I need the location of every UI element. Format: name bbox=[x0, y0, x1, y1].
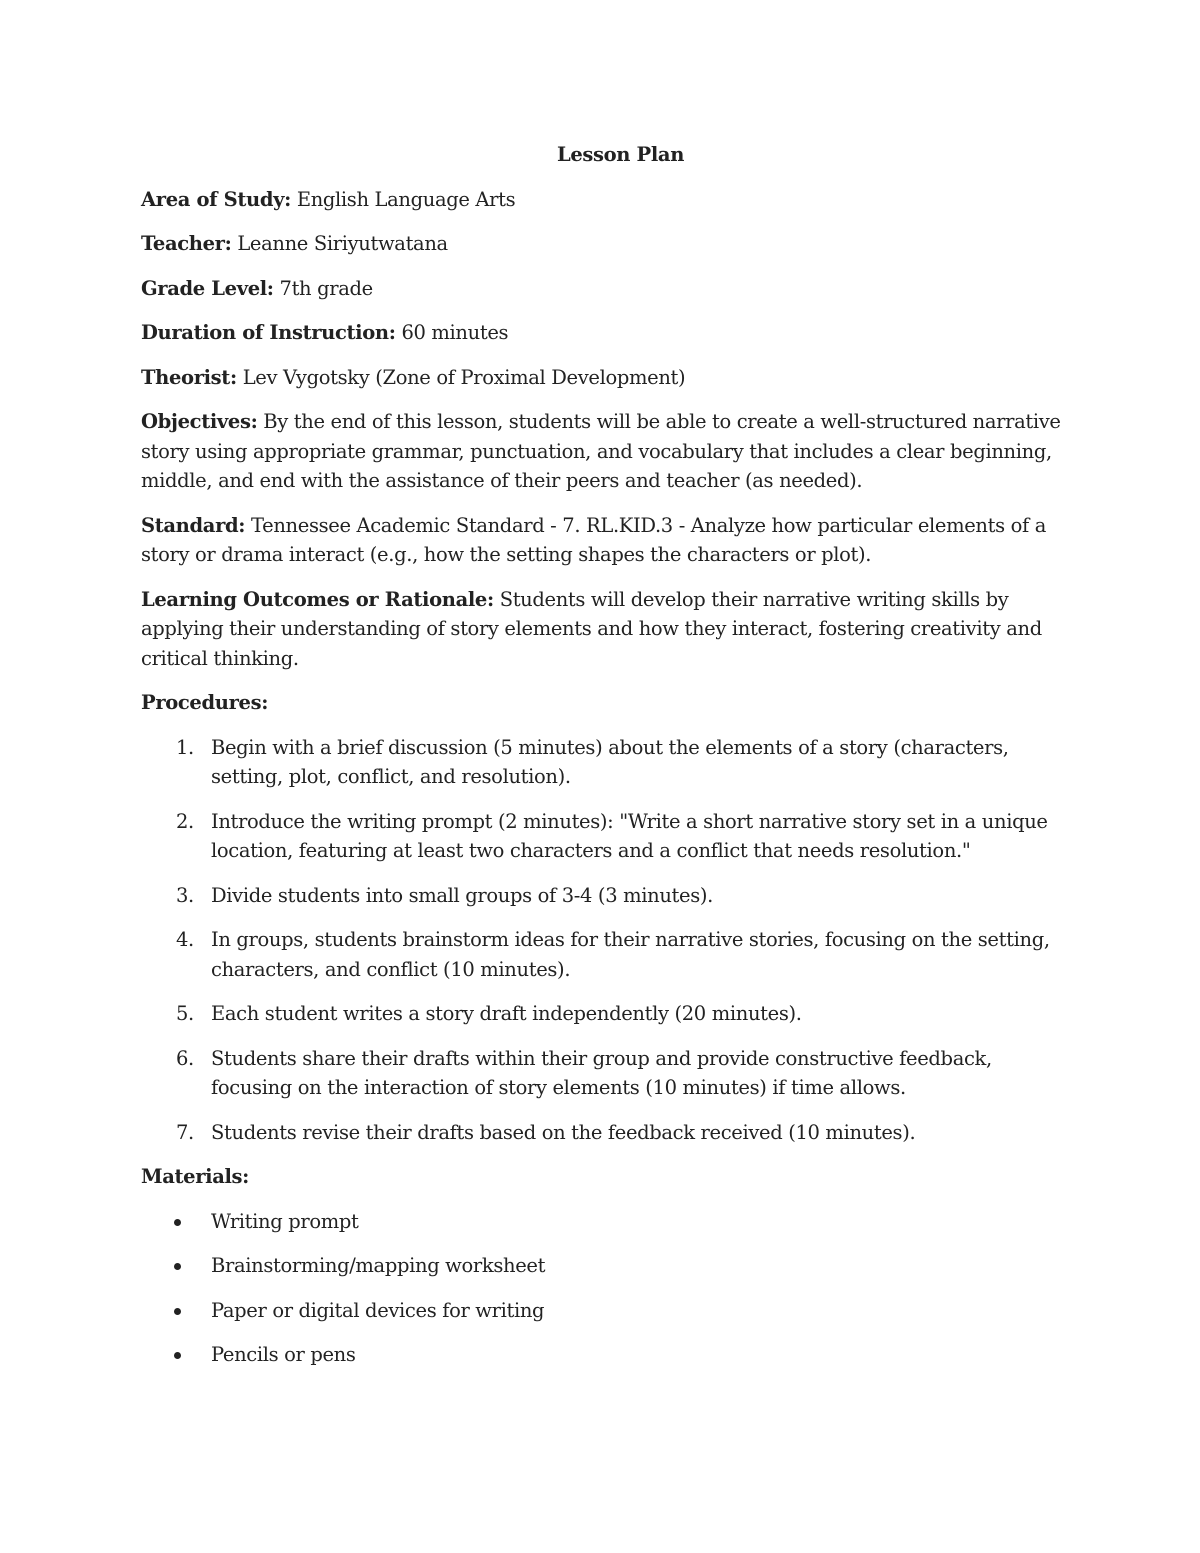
list-item bbox=[141, 1118, 1066, 1148]
field-label: Teacher: bbox=[141, 232, 232, 255]
field-value: Tennessee Academic Standard - 7. RL.KID.3 - Analyze how particular elements of a story or drama interact (e.g., how the setting shapes the characters or plot). bbox=[141, 513, 1047, 566]
bullet-icon bbox=[174, 1308, 181, 1315]
field-value: 60 minutes bbox=[401, 321, 509, 344]
step-number: 4. bbox=[176, 928, 194, 951]
field-value: Leanne Siriyutwatana bbox=[237, 232, 448, 255]
material-text: Writing prompt bbox=[211, 1209, 359, 1233]
document-page bbox=[141, 140, 1066, 1385]
field-objectives bbox=[141, 407, 1066, 496]
step-number: 5. bbox=[176, 1002, 194, 1025]
field-area-of-study bbox=[141, 185, 1066, 215]
list-item bbox=[141, 1044, 1066, 1103]
step-number: 3. bbox=[176, 883, 194, 907]
field-label: Grade Level: bbox=[141, 276, 274, 300]
material-text: Pencils or pens bbox=[211, 1343, 356, 1366]
field-learning-outcomes bbox=[141, 585, 1066, 674]
list-item bbox=[141, 1251, 1066, 1281]
field-label: Theorist: bbox=[141, 365, 237, 389]
list-item bbox=[141, 999, 1066, 1029]
field-value: 7th grade bbox=[279, 276, 373, 300]
material-text: Paper or digital devices for writing bbox=[211, 1298, 545, 1322]
field-theorist bbox=[141, 363, 1066, 393]
step-number: 2. bbox=[176, 809, 194, 833]
step-number: 1. bbox=[176, 735, 194, 759]
list-item bbox=[141, 807, 1066, 866]
step-text: In groups, students brainstorm ideas for their narrative stories, focusing on the setting, characters, and conflict (10 minutes). bbox=[211, 928, 1050, 981]
list-item bbox=[141, 1296, 1066, 1326]
bullet-icon bbox=[174, 1263, 181, 1270]
step-text: Divide students into small groups of 3-4 (3 minutes). bbox=[211, 883, 713, 907]
list-item bbox=[141, 881, 1066, 911]
procedures-list bbox=[141, 733, 1066, 1148]
list-item bbox=[141, 925, 1066, 984]
document-title: Lesson Plan bbox=[556, 143, 685, 166]
field-duration bbox=[141, 318, 1066, 348]
step-text: Begin with a brief discussion (5 minutes) about the elements of a story (characters, setting, plot, conflict, and resolution). bbox=[211, 735, 1009, 788]
field-label: Objectives: bbox=[141, 410, 258, 433]
list-item bbox=[141, 1340, 1066, 1370]
step-number: 7. bbox=[176, 1120, 194, 1144]
step-text: Students share their drafts within their group and provide constructive feedback, focusing on the interaction of story elements (10 minutes) if time allows. bbox=[211, 1046, 992, 1099]
field-teacher bbox=[141, 229, 1066, 259]
field-label: Area of Study: bbox=[141, 187, 291, 211]
step-text: Students revise their drafts based on the feedback received (10 minutes). bbox=[211, 1120, 916, 1144]
step-text: Introduce the writing prompt (2 minutes): "Write a short narrative story set in a unique location, featuring at least two characters and a conflict that needs resolution." bbox=[211, 809, 1048, 862]
materials-list bbox=[141, 1207, 1066, 1370]
bullet-icon bbox=[174, 1352, 181, 1359]
list-item bbox=[141, 1207, 1066, 1237]
step-number: 6. bbox=[176, 1046, 194, 1070]
field-label: Learning Outcomes or Rationale: bbox=[141, 587, 494, 611]
materials-heading: Materials: bbox=[141, 1165, 250, 1188]
field-value: By the end of this lesson, students will be able to create a well-structured narrative story using appropriate grammar, punctuation, and vocabulary that includes a clear beginning, middle, and end with the assistance of their peers and teacher (as needed). bbox=[141, 410, 1061, 492]
field-grade-level bbox=[141, 274, 1066, 304]
step-text: Each student writes a story draft independently (20 minutes). bbox=[211, 1002, 802, 1025]
field-value: English Language Arts bbox=[296, 187, 516, 211]
procedures-heading: Procedures: bbox=[141, 691, 269, 714]
field-label: Duration of Instruction: bbox=[141, 321, 396, 344]
field-value: Students will develop their narrative writing skills by applying their understanding of story elements and how they interact, fostering creativity and critical thinking. bbox=[141, 587, 1042, 670]
material-text: Brainstorming/mapping worksheet bbox=[211, 1254, 546, 1277]
field-value: Lev Vygotsky (Zone of Proximal Development) bbox=[242, 365, 686, 389]
list-item bbox=[141, 733, 1066, 792]
bullet-icon bbox=[174, 1219, 181, 1226]
field-label: Standard: bbox=[141, 513, 246, 537]
field-standard bbox=[141, 511, 1066, 570]
